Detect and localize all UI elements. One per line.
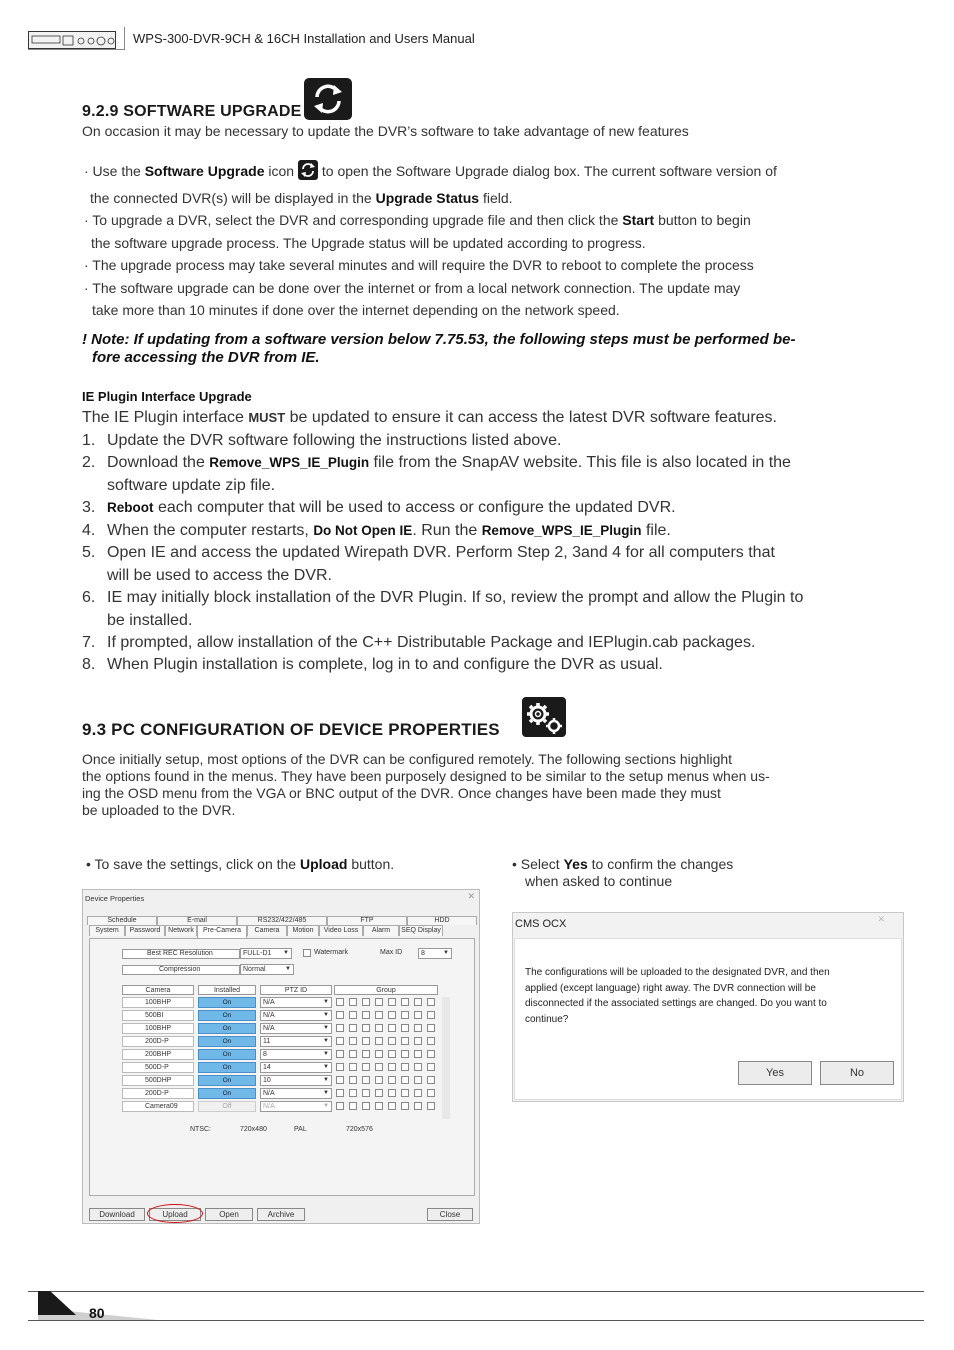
group-checkbox[interactable]	[349, 1076, 357, 1084]
group-checkbox[interactable]	[336, 1076, 344, 1084]
ptz-id-select[interactable]: N/A ▼	[260, 1088, 332, 1099]
group-checkbox[interactable]	[375, 1063, 383, 1071]
camera-name-cell: 200D-P	[122, 1088, 194, 1099]
ptz-id-select[interactable]: 11 ▼	[260, 1036, 332, 1047]
installed-toggle[interactable]: On	[198, 1088, 256, 1099]
group-checkbox[interactable]	[349, 1037, 357, 1045]
cms-ocx-dialog	[512, 912, 904, 1102]
installed-toggle[interactable]: On	[198, 1023, 256, 1034]
group-checkbox[interactable]	[388, 1102, 396, 1110]
group-checkbox[interactable]	[401, 1076, 409, 1084]
ntsc-value: 720x480	[240, 1126, 267, 1133]
group-checkbox[interactable]	[362, 1089, 370, 1097]
pal-value: 720x576	[346, 1126, 373, 1133]
section-heading-pc-configuration: 9.3 PC CONFIGURATION OF DEVICE PROPERTIES	[82, 720, 500, 739]
group-checkbox[interactable]	[388, 1076, 396, 1084]
list-item: · Use the Software Upgrade icon to open the Software Upgrade dialog box. The current software version of	[84, 160, 874, 187]
refresh-icon	[298, 160, 318, 187]
pc-config-para-line1: Once initially setup, most options of the DVR can be configured remotely. The following sections highlight	[82, 751, 733, 767]
camera-name-cell: Camera09	[122, 1101, 194, 1112]
section-heading-software-upgrade: 9.2.9 SOFTWARE UPGRADE	[82, 103, 302, 120]
group-checkbox[interactable]	[362, 1024, 370, 1032]
tab-pre-camera[interactable]: Pre-Camera	[197, 925, 247, 939]
group-checkbox[interactable]	[427, 1011, 435, 1019]
refresh-icon	[304, 78, 352, 120]
chevron-down-icon: ▼	[323, 1103, 329, 1109]
yes-caption-line2: when asked to continue	[525, 873, 673, 889]
column-header: Camera	[122, 985, 194, 995]
step-1: 1. Update the DVR software following the instructions listed above.	[82, 432, 562, 449]
ptz-id-select[interactable]: 8 ▼	[260, 1049, 332, 1060]
group-checkbox[interactable]	[388, 1089, 396, 1097]
group-checkbox[interactable]	[388, 998, 396, 1006]
table-scrollbar[interactable]	[442, 997, 450, 1119]
upload-highlight-ring	[147, 1204, 203, 1223]
list-item: · To upgrade a DVR, select the DVR and corresponding upgrade file and then click the Start button to begin	[84, 212, 751, 228]
group-checkbox[interactable]	[349, 1102, 357, 1110]
ptz-id-select[interactable]: N/A ▼	[260, 1023, 332, 1034]
footer-bottom-rule	[28, 1320, 924, 1321]
bullet-list-software-upgrade	[84, 160, 874, 322]
group-checkbox[interactable]	[375, 1076, 383, 1084]
group-checkbox[interactable]	[427, 1024, 435, 1032]
tab-video-loss[interactable]: Video Loss	[319, 925, 363, 936]
list-item: · The software upgrade can be done over the internet or from a local network connection. The update may	[84, 279, 741, 296]
group-checkbox[interactable]	[401, 1011, 409, 1019]
list-item: the software upgrade process. The Upgrade status will be updated according to progress.	[91, 234, 646, 251]
pc-config-para-line3: ing the OSD menu from the VGA or BNC output of the DVR. Once changes have been made they must	[82, 785, 721, 801]
camera-name-cell: 500DHP	[122, 1075, 194, 1086]
dvr-device-icon	[28, 31, 116, 49]
yes-button[interactable]: Yes	[738, 1061, 812, 1085]
group-checkbox[interactable]	[401, 1089, 409, 1097]
chevron-down-icon: ▼	[443, 950, 449, 956]
group-checkbox[interactable]	[414, 1076, 422, 1084]
tab-seq-display[interactable]: SEQ Display	[399, 925, 443, 936]
list-item: · The upgrade process may take several minutes and will require the DVR to reboot to complete the process	[84, 257, 754, 273]
dialog-title: CMS OCX	[515, 918, 567, 930]
tab-system[interactable]: System	[89, 925, 125, 936]
camera-name-cell: 500BI	[122, 1010, 194, 1021]
chevron-down-icon: ▼	[285, 966, 291, 972]
no-button[interactable]: No	[820, 1061, 894, 1085]
ie-plugin-subheading: IE Plugin Interface Upgrade	[82, 389, 252, 404]
device-properties-window	[82, 889, 480, 1224]
header-rule	[28, 49, 124, 50]
close-icon[interactable]: ✕	[877, 914, 885, 924]
chevron-down-icon: ▼	[323, 1025, 329, 1031]
group-checkbox[interactable]	[401, 1102, 409, 1110]
max-id-select[interactable]: 8 ▼	[418, 948, 452, 959]
group-checkbox[interactable]	[362, 1076, 370, 1084]
installed-toggle[interactable]: On	[198, 1075, 256, 1086]
group-checkbox[interactable]	[375, 1050, 383, 1058]
group-checkbox[interactable]	[375, 1102, 383, 1110]
chevron-down-icon: ▼	[323, 1012, 329, 1018]
step-2: 2. Download the Remove_WPS_IE_Plugin file from the SnapAV website. This file is also located in the software update zip file.	[82, 454, 791, 494]
group-checkbox[interactable]	[414, 1102, 422, 1110]
group-checkbox[interactable]	[388, 1050, 396, 1058]
close-button[interactable]: Close	[427, 1208, 473, 1221]
gears-icon	[522, 697, 566, 737]
close-icon[interactable]: ✕	[467, 891, 475, 901]
footer-top-rule	[28, 1291, 924, 1292]
open-button[interactable]: Open	[205, 1208, 253, 1221]
pc-config-para-line2: the options found in the menus. They have been purposely designed to be similar to the setup menus when us-	[82, 768, 770, 784]
installed-toggle[interactable]: On	[198, 1049, 256, 1060]
column-header: PTZ ID	[260, 985, 332, 995]
group-checkbox[interactable]	[336, 1063, 344, 1071]
group-checkbox[interactable]	[388, 1011, 396, 1019]
compression-label: Compression	[122, 965, 240, 975]
installed-toggle[interactable]: On	[198, 1010, 256, 1021]
watermark-checkbox[interactable]	[303, 949, 311, 957]
installed-toggle[interactable]: On	[198, 1036, 256, 1047]
chevron-down-icon: ▼	[323, 1090, 329, 1096]
installed-toggle[interactable]: On	[198, 997, 256, 1008]
page-number: 80	[89, 1305, 105, 1321]
group-checkbox[interactable]	[336, 998, 344, 1006]
group-checkbox[interactable]	[362, 1011, 370, 1019]
group-checkbox[interactable]	[362, 1102, 370, 1110]
list-item: the connected DVR(s) will be displayed in the Upgrade Status field.	[90, 189, 513, 206]
window-title: Device Properties	[85, 894, 145, 903]
chevron-down-icon: ▼	[323, 1077, 329, 1083]
step-3: 3. Reboot each computer that will be used to access or configure the updated DVR.	[82, 499, 676, 516]
chevron-down-icon: ▼	[323, 1051, 329, 1057]
group-checkbox[interactable]	[388, 1024, 396, 1032]
dialog-message: The configurations will be uploaded to the designated DVR, and then applied (except language) right away. The DVR connection will be disconnected if the associated settings are changed. Do you want to continue?	[525, 967, 830, 1025]
pal-label: PAL	[294, 1126, 307, 1133]
group-checkbox[interactable]	[349, 1089, 357, 1097]
pre-camera-panel	[89, 938, 475, 1196]
chevron-down-icon: ▼	[283, 950, 289, 956]
group-checkbox[interactable]	[375, 1089, 383, 1097]
software-upgrade-intro: On occasion it may be necessary to update the DVR’s software to take advantage of new features	[82, 123, 689, 139]
watermark-label: Watermark	[314, 949, 348, 956]
group-checkbox[interactable]	[362, 1050, 370, 1058]
step-6: 6. IE may initially block installation of the DVR Plugin. If so, review the prompt and allow the Plugin to be installed.	[82, 589, 804, 629]
group-checkbox[interactable]	[427, 1102, 435, 1110]
group-checkbox[interactable]	[414, 1050, 422, 1058]
group-checkbox[interactable]	[336, 1037, 344, 1045]
group-checkbox[interactable]	[336, 1024, 344, 1032]
upload-caption: • To save the settings, click on the Upload button.	[86, 856, 395, 872]
chevron-down-icon: ▼	[323, 1038, 329, 1044]
group-checkbox[interactable]	[336, 1011, 344, 1019]
best-rec-label: Best REC Resolution	[122, 949, 240, 959]
tab-network[interactable]: Network	[165, 925, 197, 936]
group-checkbox[interactable]	[401, 1063, 409, 1071]
group-checkbox[interactable]	[336, 1102, 344, 1110]
group-checkbox[interactable]	[388, 1063, 396, 1071]
group-checkbox[interactable]	[427, 1076, 435, 1084]
tab-motion[interactable]: Motion	[287, 925, 319, 936]
group-checkbox[interactable]	[414, 998, 422, 1006]
camera-name-cell: 200BHP	[122, 1049, 194, 1060]
group-checkbox[interactable]	[401, 1024, 409, 1032]
group-checkbox[interactable]	[427, 1089, 435, 1097]
ptz-id-select[interactable]: N/A ▼	[260, 1101, 332, 1112]
step-4: 4. When the computer restarts, Do Not Open IE. Run the Remove_WPS_IE_Plugin file.	[82, 522, 671, 539]
camera-name-cell: 100BHP	[122, 997, 194, 1008]
group-checkbox[interactable]	[427, 1050, 435, 1058]
yes-caption: • Select Yes to confirm the changes	[512, 856, 734, 872]
group-checkbox[interactable]	[362, 1037, 370, 1045]
group-checkbox[interactable]	[401, 1037, 409, 1045]
tab-schedule[interactable]: Schedule	[87, 916, 157, 925]
camera-name-cell: 200D-P	[122, 1036, 194, 1047]
group-checkbox[interactable]	[414, 1011, 422, 1019]
group-checkbox[interactable]	[427, 1037, 435, 1045]
group-checkbox[interactable]	[349, 998, 357, 1006]
installed-toggle[interactable]: On	[198, 1062, 256, 1073]
group-checkbox[interactable]	[427, 1063, 435, 1071]
ptz-id-select[interactable]: N/A ▼	[260, 1010, 332, 1021]
group-checkbox[interactable]	[427, 998, 435, 1006]
chevron-down-icon: ▼	[323, 999, 329, 1005]
tab-camera[interactable]: Camera	[247, 925, 287, 936]
ntsc-label: NTSC:	[190, 1126, 211, 1133]
tab-password[interactable]: Password	[125, 925, 165, 936]
group-checkbox[interactable]	[336, 1089, 344, 1097]
step-7: 7. If prompted, allow installation of the C++ Distributable Package and IEPlugin.cab packages.	[82, 634, 756, 651]
column-header: Group	[334, 985, 438, 995]
group-checkbox[interactable]	[375, 998, 383, 1006]
tab-hdd[interactable]: HDD	[407, 916, 477, 925]
max-id-label: Max ID	[380, 949, 403, 956]
ie-plugin-intro: The IE Plugin interface MUST be updated to ensure it can access the latest DVR software features.	[82, 409, 777, 426]
tab-rs232-422-485[interactable]: RS232/422/485	[237, 916, 327, 925]
group-checkbox[interactable]	[362, 1063, 370, 1071]
tab-alarm[interactable]: Alarm	[363, 925, 399, 936]
camera-name-cell: 100BHP	[122, 1023, 194, 1034]
group-checkbox[interactable]	[388, 1037, 396, 1045]
step-5: 5. Open IE and access the updated Wirepath DVR. Perform Step 2, 3and 4 for all computers that will be used to access the DVR.	[82, 544, 775, 584]
group-checkbox[interactable]	[375, 1024, 383, 1032]
group-checkbox[interactable]	[349, 1063, 357, 1071]
group-checkbox[interactable]	[414, 1063, 422, 1071]
camera-name-cell: 500D-P	[122, 1062, 194, 1073]
group-checkbox[interactable]	[349, 1050, 357, 1058]
pc-config-para-line4: be uploaded to the DVR.	[82, 802, 236, 818]
archive-button[interactable]: Archive	[257, 1208, 305, 1221]
group-checkbox[interactable]	[414, 1089, 422, 1097]
chevron-down-icon: ▼	[323, 1064, 329, 1070]
group-checkbox[interactable]	[349, 1011, 357, 1019]
compression-select[interactable]: Normal ▼	[240, 964, 294, 975]
group-checkbox[interactable]	[401, 1050, 409, 1058]
list-item: take more than 10 minutes if done over the internet depending on the network speed.	[92, 302, 620, 318]
group-checkbox[interactable]	[414, 1024, 422, 1032]
group-checkbox[interactable]	[401, 998, 409, 1006]
group-checkbox[interactable]	[362, 998, 370, 1006]
column-header: Installed	[198, 985, 256, 995]
tab-e-mail[interactable]: E-mail	[157, 916, 237, 925]
group-checkbox[interactable]	[414, 1037, 422, 1045]
manual-title: WPS-300-DVR-9CH & 16CH Installation and Users Manual	[133, 31, 475, 46]
group-checkbox[interactable]	[349, 1024, 357, 1032]
group-checkbox[interactable]	[375, 1011, 383, 1019]
ptz-id-select[interactable]: N/A ▼	[260, 997, 332, 1008]
tab-ftp[interactable]: FTP	[327, 916, 407, 925]
upgrade-note: ! Note: If updating from a software version below 7.75.53, the following steps must be performed be- fore accessing the DVR from IE.	[82, 331, 796, 366]
download-button[interactable]: Download	[89, 1208, 145, 1221]
best-rec-select[interactable]: FULL-D1 ▼	[240, 948, 292, 959]
step-8: 8. When Plugin installation is complete, log in to and configure the DVR as usual.	[82, 656, 663, 673]
header-divider	[124, 27, 125, 50]
upload-button[interactable]: Upload	[149, 1208, 201, 1221]
installed-toggle[interactable]: Off	[198, 1101, 256, 1112]
ptz-id-select[interactable]: 10 ▼	[260, 1075, 332, 1086]
group-checkbox[interactable]	[375, 1037, 383, 1045]
ptz-id-select[interactable]: 14 ▼	[260, 1062, 332, 1073]
group-checkbox[interactable]	[336, 1050, 344, 1058]
